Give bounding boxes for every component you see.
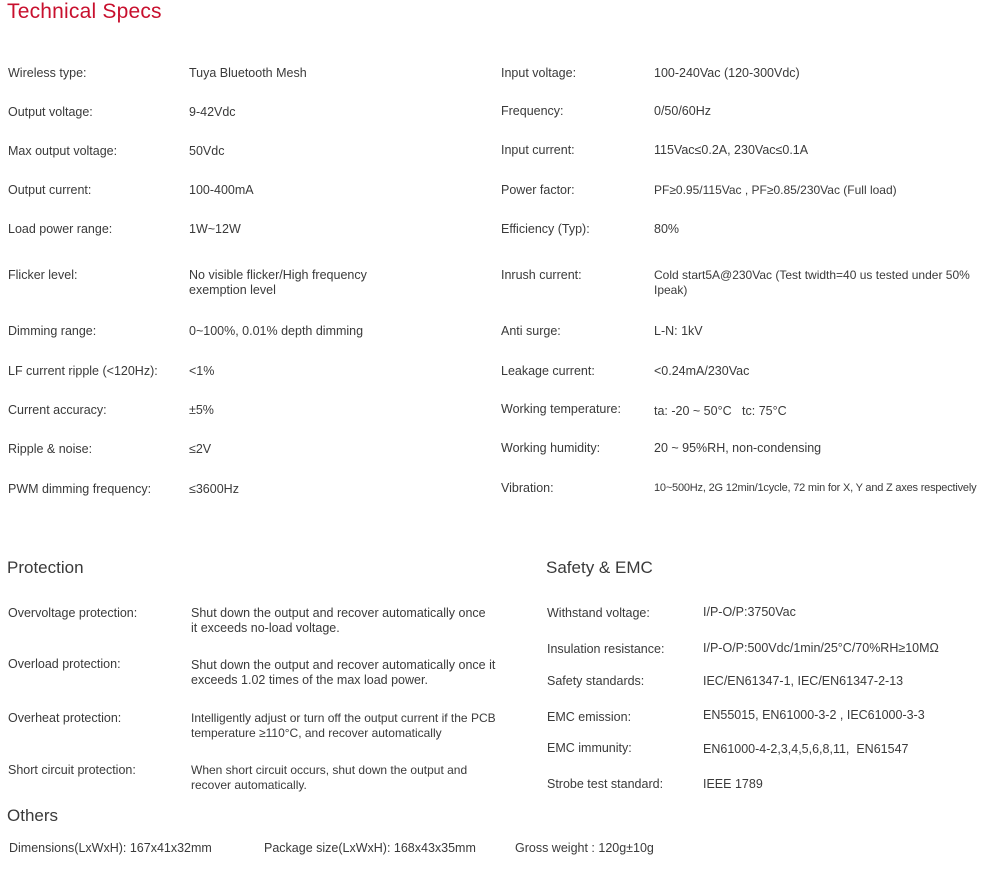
spec-label: Leakage current: [501, 364, 595, 378]
spec-label: Input voltage: [501, 66, 577, 80]
spec-label: Output current: [8, 183, 92, 197]
protection-value: Intelligently adjust or turn off the output current if the PCB temperature ≥110°C, and recover automatically [191, 711, 496, 740]
spec-value: 100-400mA [189, 183, 254, 197]
protection-value: Shut down the output and recover automatically once it exceeds 1.02 times of the max load power. [191, 658, 496, 687]
protection-value: When short circuit occurs, shut down the output and recover automatically. [191, 763, 468, 792]
safety-label: Safety standards: [547, 674, 645, 688]
spec-label: Dimming range: [8, 324, 97, 338]
others-heading: Others [7, 806, 59, 825]
spec-value: L-N: 1kV [654, 324, 703, 338]
safety-value: IEEE 1789 [703, 777, 763, 791]
spec-value: Cold start5A@230Vac (Test twidth=40 us tested under 50% Ipeak) [654, 268, 970, 297]
safety-value: IEC/EN61347-1, IEC/EN61347-2-13 [703, 674, 904, 688]
safety-value: I/P-O/P:3750Vac [703, 605, 796, 619]
protection-label: Overvoltage protection: [8, 606, 138, 620]
spec-value: 1W~12W [189, 222, 241, 236]
spec-label: Output voltage: [8, 105, 93, 119]
spec-label: Wireless type: [8, 66, 87, 80]
spec-value: 20 ~ 95%RH, non-condensing [654, 441, 822, 455]
spec-label: Anti surge: [501, 324, 561, 338]
spec-label: Load power range: [8, 222, 113, 236]
spec-value: ≤2V [189, 442, 212, 456]
protection-heading: Protection [7, 558, 84, 577]
spec-label: Ripple & noise: [8, 442, 93, 456]
spec-value: 115Vac≤0.2A, 230Vac≤0.1A [654, 143, 809, 157]
spec-value: ta: -20 ~ 50°C tc: 75°C [654, 404, 787, 418]
spec-label: Input current: [501, 143, 575, 157]
safety-value: EN61000-4-2,3,4,5,6,8,11, EN61547 [703, 742, 909, 756]
safety-label: Insulation resistance: [547, 642, 665, 656]
spec-value: 80% [654, 222, 680, 236]
spec-label: Vibration: [501, 481, 554, 495]
others-item: Gross weight : 120g±10g [515, 841, 654, 855]
spec-label: Power factor: [501, 183, 575, 197]
spec-value: <0.24mA/230Vac [654, 364, 750, 378]
safety-label: Strobe test standard: [547, 777, 664, 791]
spec-value: <1% [189, 364, 215, 378]
spec-label: Efficiency (Typ): [501, 222, 590, 236]
spec-label: Current accuracy: [8, 403, 107, 417]
spec-value: ≤3600Hz [189, 482, 239, 496]
others-item: Package size(LxWxH): 168x43x35mm [264, 841, 476, 855]
page-title: Technical Specs [7, 0, 162, 23]
safety-value: EN55015, EN61000-3-2 , IEC61000-3-3 [703, 708, 925, 722]
spec-value: 9-42Vdc [189, 105, 236, 119]
spec-label: PWM dimming frequency: [8, 482, 152, 496]
safety-value: I/P-O/P:500Vdc/1min/25°C/70%RH≥10MΩ [703, 641, 939, 655]
spec-value: PF≥0.95/115Vac , PF≥0.85/230Vac (Full load) [654, 183, 897, 197]
spec-value: 100-240Vac (120-300Vdc) [654, 66, 800, 80]
spec-value: 50Vdc [189, 144, 225, 158]
spec-label: Frequency: [501, 104, 564, 118]
protection-value: Shut down the output and recover automatically once it exceeds no-load voltage. [191, 606, 486, 635]
safety-label: EMC immunity: [547, 741, 632, 755]
spec-label: Flicker level: [8, 268, 78, 282]
spec-label: LF current ripple (<120Hz): [8, 364, 158, 378]
protection-label: Overload protection: [8, 657, 121, 671]
protection-label: Short circuit protection: [8, 763, 136, 777]
spec-value: 10~500Hz, 2G 12min/1cycle, 72 min for X, Y and Z axes respectively [654, 482, 977, 494]
spec-value: ±5% [189, 403, 214, 417]
others-item: Dimensions(LxWxH): 167x41x32mm [9, 841, 212, 855]
spec-value: No visible flicker/High frequency exemption level [189, 268, 367, 297]
safety-heading: Safety & EMC [546, 558, 653, 577]
safety-label: Withstand voltage: [547, 606, 650, 620]
protection-label: Overheat protection: [8, 711, 122, 725]
spec-label: Working temperature: [501, 402, 621, 416]
spec-label: Inrush current: [501, 268, 582, 282]
spec-label: Max output voltage: [8, 144, 118, 158]
spec-value: 0/50/60Hz [654, 104, 711, 118]
safety-label: EMC emission: [547, 710, 632, 724]
spec-label: Working humidity: [501, 441, 601, 455]
spec-value: 0~100%, 0.01% depth dimming [189, 324, 364, 338]
spec-value: Tuya Bluetooth Mesh [189, 66, 307, 80]
